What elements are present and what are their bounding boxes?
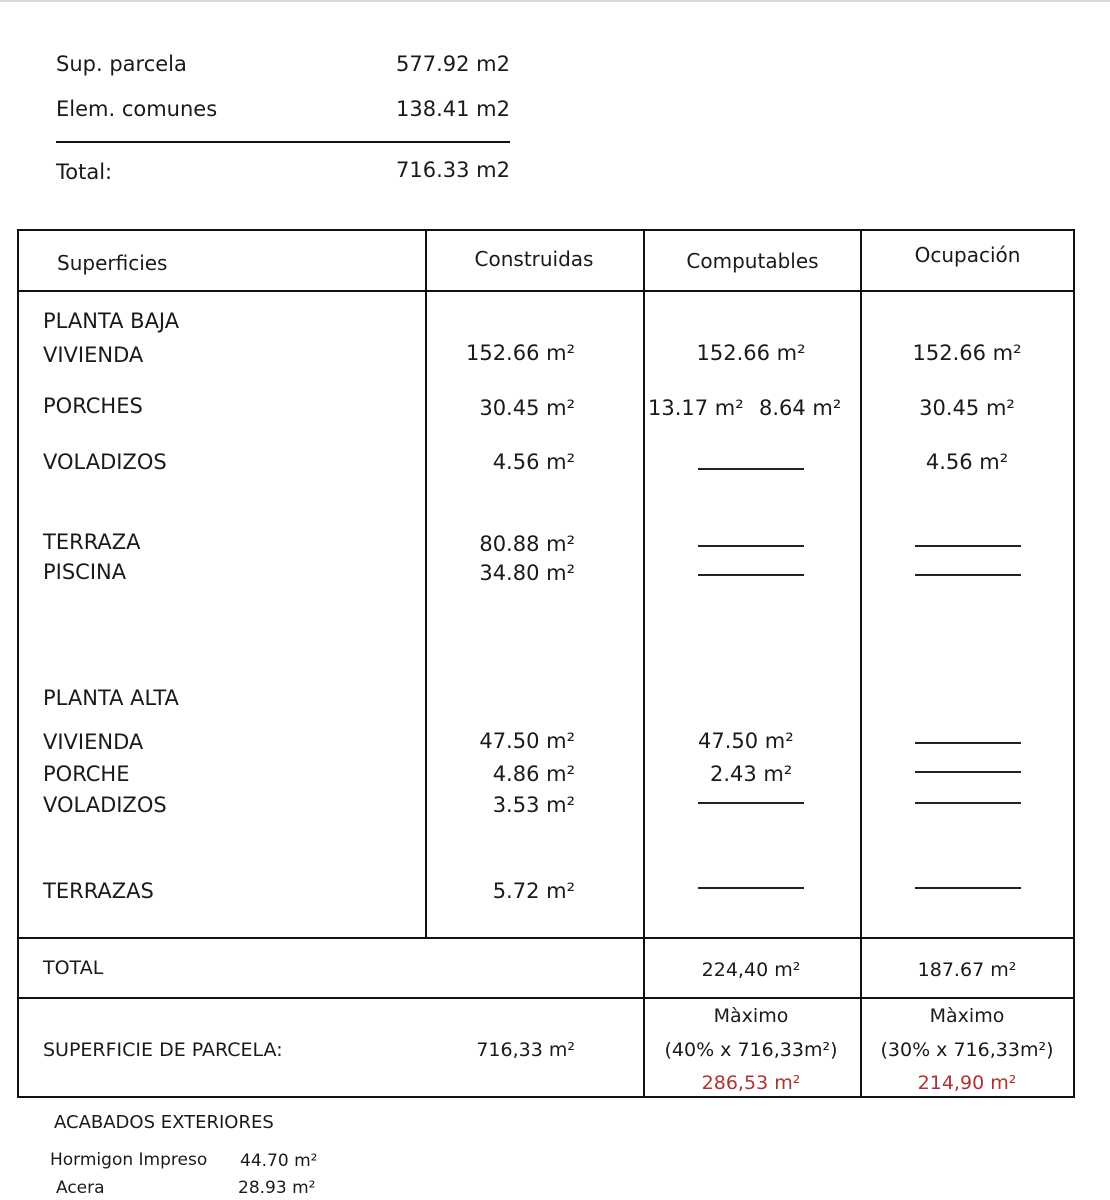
pa-voladizos-computables-empty	[698, 802, 804, 804]
header-computables: Computables	[686, 249, 819, 273]
pb-piscina-label: PISCINA	[43, 560, 127, 584]
pb-voladizos-ocupacion: 4.56 m²	[925, 450, 1009, 474]
pb-porches-label: PORCHES	[43, 394, 143, 418]
pb-porches-computables-a: 13.17 m²	[648, 396, 744, 420]
pa-terrazas-ocupacion-empty	[915, 887, 1021, 889]
summary-value-sup-parcela: 577.92 m2	[396, 52, 510, 76]
acabados-hormigon-value: 44.70 m²	[240, 1151, 318, 1171]
pb-porches-construidas: 30.45 m²	[479, 396, 575, 420]
pa-vivienda-label: VIVIENDA	[43, 730, 144, 754]
col-divider-1	[425, 231, 427, 937]
summary-value-elem-comunes: 138.41 m2	[396, 97, 510, 121]
header-construidas: Construidas	[474, 247, 594, 271]
top-border-line	[0, 0, 1110, 2]
acabados-acera-label: Acera	[56, 1178, 105, 1198]
pb-porches-ocupacion: 30.45 m²	[919, 396, 1015, 420]
pa-terrazas-construidas: 5.72 m²	[492, 879, 575, 903]
parcela-comp-max-label: Màximo	[713, 1005, 789, 1027]
header-divider	[19, 290, 1073, 292]
pb-piscina-computables-empty	[698, 574, 804, 576]
parcela-comp-formula: (40% x 716,33m²)	[664, 1039, 838, 1061]
pb-voladizos-construidas: 4.56 m²	[492, 450, 575, 474]
pa-vivienda-construidas: 47.50 m²	[479, 729, 575, 753]
planta-baja-title: PLANTA BAJA	[43, 309, 180, 333]
parcela-ocu-formula: (30% x 716,33m²)	[880, 1039, 1054, 1061]
pa-terrazas-computables-empty	[698, 887, 804, 889]
pb-terraza-ocupacion-empty	[915, 545, 1021, 547]
pa-terrazas-label: TERRAZAS	[43, 879, 154, 903]
header-ocupacion: Ocupación	[914, 243, 1021, 267]
pb-terraza-construidas: 80.88 m²	[479, 532, 575, 556]
summary-divider	[56, 141, 510, 143]
pb-voladizos-label: VOLADIZOS	[43, 450, 167, 474]
parcela-ocu-result: 214,90 m²	[917, 1072, 1017, 1094]
summary-total-value: 716.33 m2	[396, 158, 510, 182]
acabados-hormigon-label: Hormigon Impreso	[50, 1150, 208, 1170]
planta-alta-title: PLANTA ALTA	[43, 686, 179, 710]
pa-vivienda-ocupacion-empty	[915, 742, 1021, 744]
parcela-value: 716,33 m²	[476, 1039, 575, 1061]
surfaces-table	[17, 229, 1075, 1098]
acabados-acera-value: 28.93 m²	[238, 1178, 316, 1198]
parcela-label: SUPERFICIE DE PARCELA:	[43, 1039, 283, 1061]
pb-vivienda-computables: 152.66 m²	[696, 341, 806, 365]
pa-porche-label: PORCHE	[43, 762, 130, 786]
pb-piscina-ocupacion-empty	[915, 574, 1021, 576]
header-superficies: Superficies	[57, 251, 168, 275]
total-ocupacion: 187.67 m²	[917, 959, 1017, 981]
pa-voladizos-label: VOLADIZOS	[43, 793, 167, 817]
pb-vivienda-ocupacion: 152.66 m²	[912, 341, 1022, 365]
summary-label-elem-comunes: Elem. comunes	[56, 97, 218, 121]
summary-total-label: Total:	[56, 160, 113, 184]
pa-porche-ocupacion-empty	[915, 771, 1021, 773]
total-computables: 224,40 m²	[701, 959, 801, 981]
total-divider	[19, 937, 1073, 939]
total-label: TOTAL	[43, 957, 104, 979]
pb-terraza-computables-empty	[698, 545, 804, 547]
col-divider-2	[643, 231, 645, 1096]
pb-piscina-construidas: 34.80 m²	[479, 561, 575, 585]
pb-vivienda-construidas: 152.66 m²	[465, 341, 575, 365]
pa-voladizos-construidas: 3.53 m²	[492, 793, 575, 817]
summary-label-sup-parcela: Sup. parcela	[56, 52, 187, 76]
pb-vivienda-label: VIVIENDA	[43, 343, 144, 367]
pb-terraza-label: TERRAZA	[43, 530, 141, 554]
pa-porche-computables: 2.43 m²	[710, 762, 793, 786]
parcela-ocu-max-label: Màximo	[929, 1005, 1005, 1027]
pb-voladizos-computables-empty	[698, 468, 804, 470]
pb-porches-computables-b: 8.64 m²	[759, 396, 842, 420]
pa-vivienda-computables: 47.50 m²	[698, 729, 794, 753]
pa-porche-construidas: 4.86 m²	[492, 762, 575, 786]
parcela-divider	[19, 997, 1073, 999]
pa-voladizos-ocupacion-empty	[915, 802, 1021, 804]
acabados-title: ACABADOS EXTERIORES	[54, 1112, 274, 1133]
parcela-comp-result: 286,53 m²	[701, 1072, 801, 1094]
